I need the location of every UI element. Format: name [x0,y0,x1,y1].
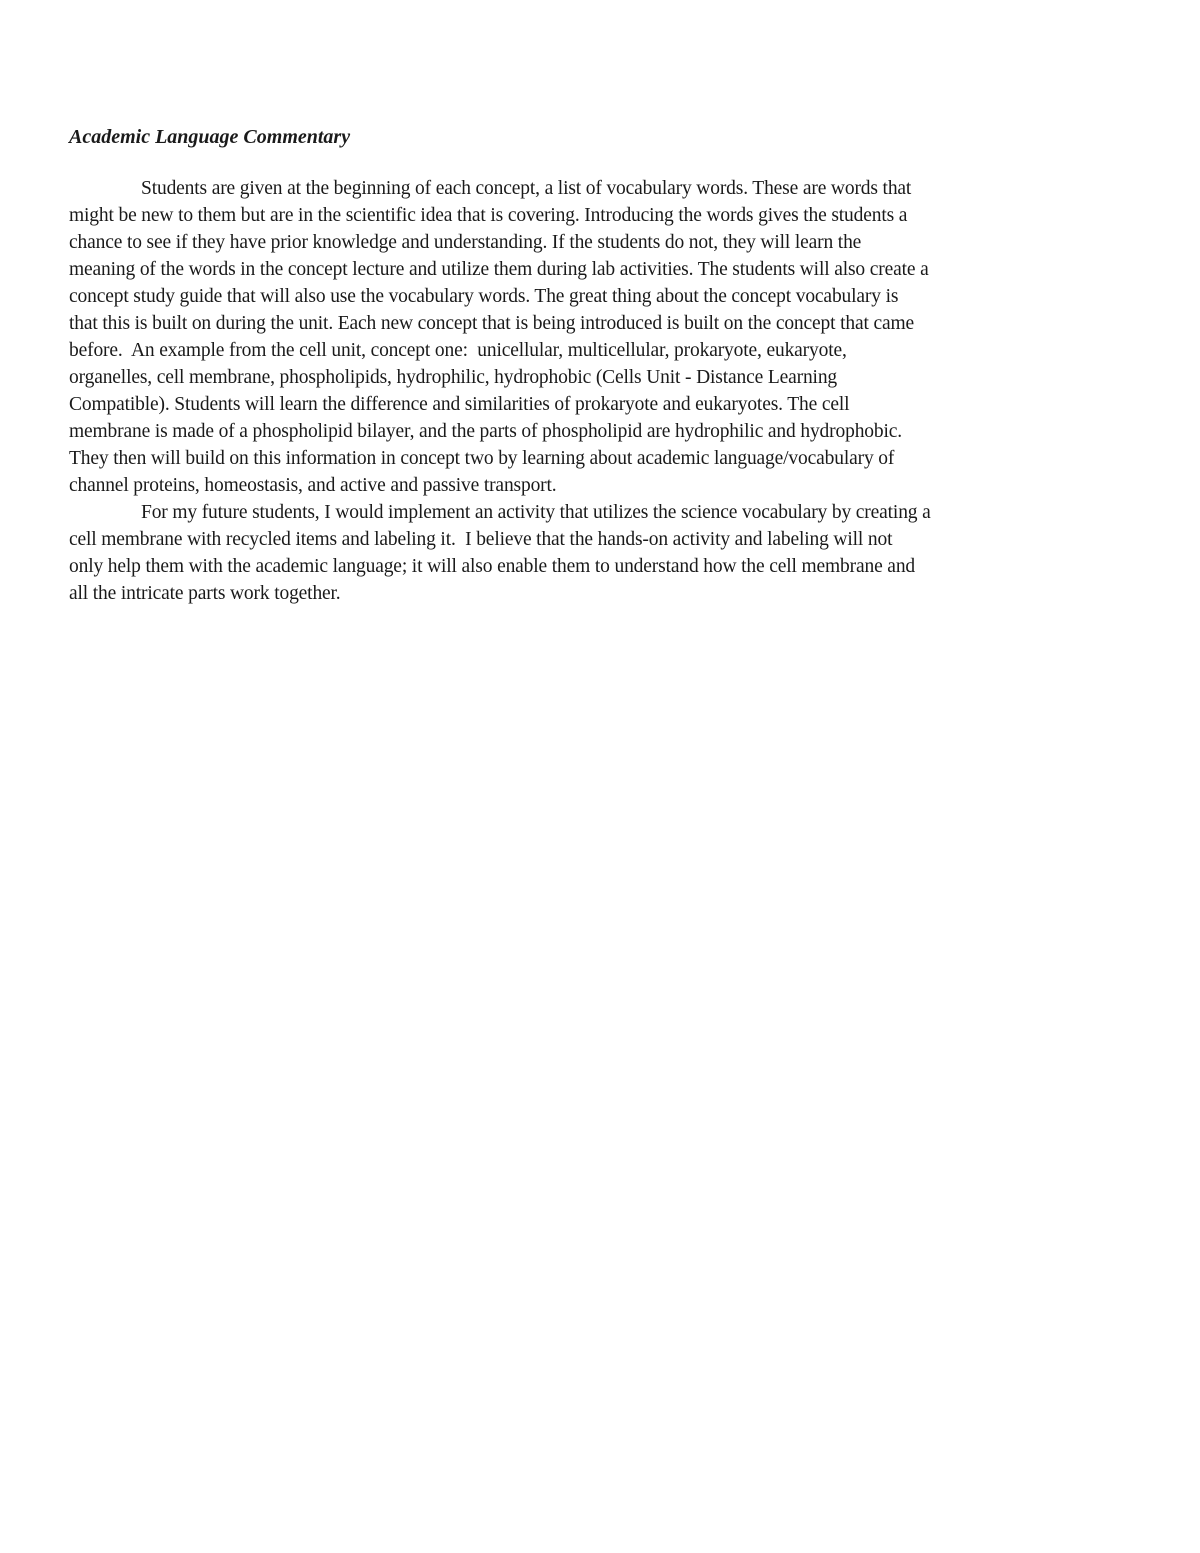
document-body [69,175,931,607]
paragraph-1-line: organelles, cell membrane, phospholipids, hydrophilic, hydrophobic (Cells Unit - Distance Learning [69,367,838,388]
paragraph-1-line: meaning of the words in the concept lecture and utilize them during lab activities. The students will also create a [69,259,929,280]
paragraph-1-line: Students are given at the beginning of each concept, a list of vocabulary words. These are words that [141,178,912,199]
paragraph-1-line: chance to see if they have prior knowledge and understanding. If the students do not, they will learn the [69,232,862,253]
paragraph-1-line: might be new to them but are in the scientific idea that is covering. Introducing the words gives the students a [69,205,908,226]
paragraph-1-line: membrane is made of a phospholipid bilayer, and the parts of phospholipid are hydrophilic and hydrophobic. [69,421,902,442]
paragraph-1-line: channel proteins, homeostasis, and active and passive transport. [69,475,557,496]
paragraph-1-line: Compatible). Students will learn the difference and similarities of prokaryote and eukaryotes. The cell [69,394,850,415]
paragraph-1-line: that this is built on during the unit. Each new concept that is being introduced is built on the concept that came [69,313,915,334]
paragraph-2-line: all the intricate parts work together. [69,583,341,604]
document-heading: Academic Language Commentary [69,126,351,148]
paragraph-2-line: only help them with the academic language; it will also enable them to understand how the cell membrane and [69,556,916,577]
paragraph-1-line: concept study guide that will also use the vocabulary words. The great thing about the concept vocabulary is [69,286,899,307]
paragraph-2-line: cell membrane with recycled items and labeling it. I believe that the hands-on activity and labeling will not [69,529,893,550]
paragraph-2-line: For my future students, I would implement an activity that utilizes the science vocabulary by creating a [141,502,931,523]
paragraph-1-line: before. An example from the cell unit, concept one: unicellular, multicellular, prokaryote, eukaryote, [69,340,847,361]
paragraph-1-line: They then will build on this information in concept two by learning about academic language/vocabulary of [69,448,895,469]
